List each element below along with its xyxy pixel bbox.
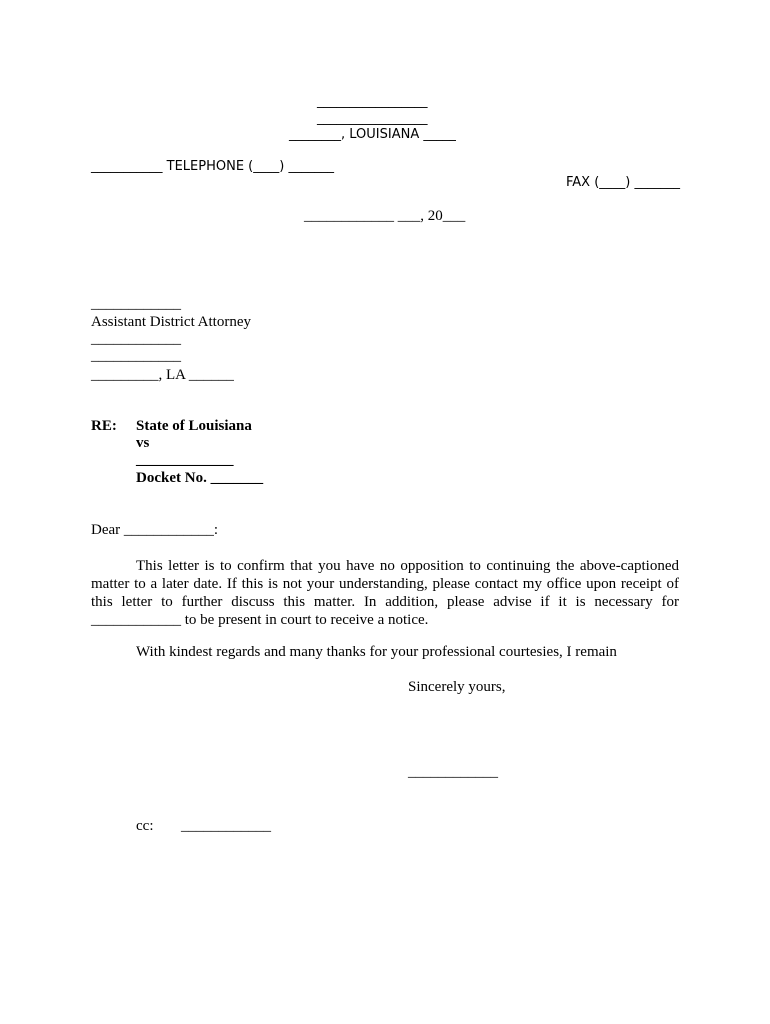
body-paragraph-1-line: matter to a later date. If this is not your understanding, please contact my office upon receipt of bbox=[91, 576, 679, 592]
body-paragraph-2: With kindest regards and many thanks for your professional courtesies, I remain bbox=[136, 644, 617, 660]
letterhead-name-line: _________________ bbox=[317, 94, 428, 109]
re-vs: vs bbox=[136, 435, 150, 451]
recipient-name: ____________ bbox=[91, 296, 181, 312]
closing: Sincerely yours, bbox=[408, 679, 506, 695]
recipient-address-2: ____________ bbox=[91, 348, 181, 364]
cc-recipient: ____________ bbox=[181, 818, 271, 834]
cc-label: cc: bbox=[136, 818, 154, 834]
letterhead-fax: FAX (____) _______ bbox=[566, 175, 680, 190]
re-case-name: State of Louisiana bbox=[136, 418, 252, 434]
body-paragraph-1 bbox=[91, 557, 679, 629]
letter-date: ____________ ___, 20___ bbox=[304, 208, 466, 224]
recipient-city-state: _________, LA ______ bbox=[91, 367, 234, 383]
letterhead-address-line: _________________ bbox=[317, 111, 428, 126]
body-paragraph-1-line: This letter is to confirm that you have no opposition to continuing the above-captioned bbox=[136, 558, 679, 574]
re-docket-number: Docket No. _______ bbox=[136, 470, 264, 486]
letterhead-telephone: ___________ TELEPHONE (____) _______ bbox=[91, 159, 334, 174]
body-paragraph-1-line: ____________ to be present in court to receive a notice. bbox=[91, 612, 429, 628]
letterhead-city-state: ________, LOUISIANA _____ bbox=[289, 127, 456, 142]
re-label: RE: bbox=[91, 418, 117, 434]
recipient-title: Assistant District Attorney bbox=[91, 314, 251, 330]
body-paragraph-1-line: this letter to further discuss this matter. In addition, please advise if it is necessary for bbox=[91, 594, 679, 610]
recipient-address-1: ____________ bbox=[91, 331, 181, 347]
re-defendant: _____________ bbox=[136, 452, 234, 468]
signature-line: ____________ bbox=[408, 764, 498, 780]
salutation: Dear ____________: bbox=[91, 522, 219, 538]
